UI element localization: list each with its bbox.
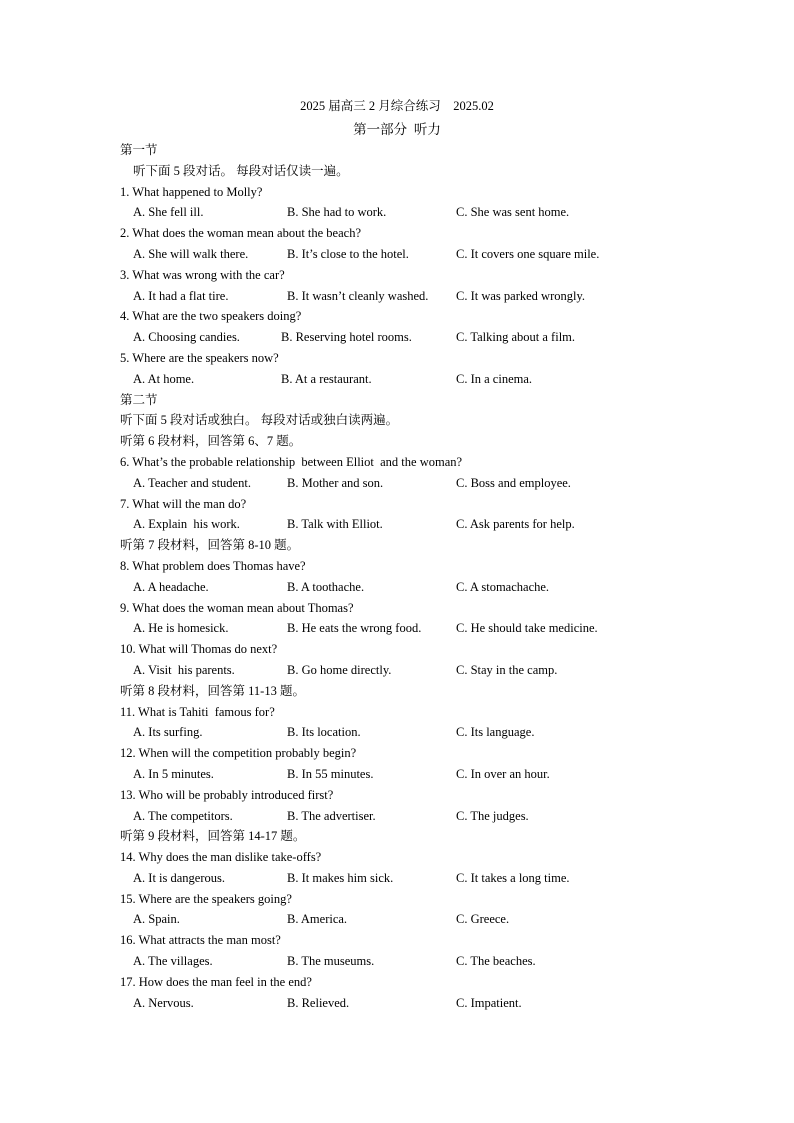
option-c: C. Stay in the camp. xyxy=(456,662,558,677)
section-instruction: 听下面 5 段对话。 每段对话仅读一遍。 xyxy=(133,163,349,178)
question-text: 13. Who will be probably introduced first? xyxy=(120,787,334,802)
option-b: B. She had to work. xyxy=(287,205,387,220)
answer-options xyxy=(120,473,680,494)
part-title: 第一部分 听力 xyxy=(353,122,441,137)
answer-options xyxy=(120,951,680,972)
option-b: B. Reserving hotel rooms. xyxy=(281,330,412,345)
option-b: B. Relieved. xyxy=(287,995,350,1010)
answer-options xyxy=(120,577,680,598)
option-c: C. Talking about a film. xyxy=(456,330,576,345)
question-text: 12. When will the competition probably begin? xyxy=(120,746,357,761)
group-intro: 听第 7 段材料，回答第 8-10 题。 xyxy=(120,538,300,553)
option-a: A. Nervous. xyxy=(133,995,194,1010)
option-c: C. Its language. xyxy=(456,725,535,740)
group-intro: 听第 6 段材料，回答第 6、7 题。 xyxy=(120,434,302,449)
option-b: B. America. xyxy=(287,912,348,927)
question-text: 15. Where are the speakers going? xyxy=(120,891,292,906)
option-a: A. In 5 minutes. xyxy=(133,766,214,781)
question-text: 10. What will Thomas do next? xyxy=(120,642,278,657)
section-instruction: 听下面 5 段对话或独白。 每段对话或独白读两遍。 xyxy=(120,413,399,428)
option-c: C. It covers one square mile. xyxy=(456,246,600,261)
option-b: B. At a restaurant. xyxy=(281,371,372,386)
option-c: C. Ask parents for help. xyxy=(456,517,575,532)
option-c: C. In over an hour. xyxy=(456,766,550,781)
question-text: 1. What happened to Molly? xyxy=(120,184,263,199)
answer-options xyxy=(120,993,680,1014)
option-a: A. Explain his work. xyxy=(133,517,240,532)
answer-options xyxy=(120,806,680,827)
option-a: A. She fell ill. xyxy=(133,205,204,220)
answer-options xyxy=(120,722,680,743)
option-a: A. Visit his parents. xyxy=(133,662,235,677)
answer-options xyxy=(120,327,680,348)
answer-options xyxy=(120,369,680,390)
question-text: 6. What’s the probable relationship between Elliot and the woman? xyxy=(120,454,463,469)
option-c: C. Boss and employee. xyxy=(456,475,571,490)
question-text: 16. What attracts the man most? xyxy=(120,933,281,948)
option-c: C. She was sent home. xyxy=(456,205,570,220)
option-b: B. It’s close to the hotel. xyxy=(287,246,409,261)
answer-options xyxy=(120,244,680,265)
listening-content xyxy=(120,140,680,1013)
option-a: A. Choosing candies. xyxy=(133,330,240,345)
question-text: 4. What are the two speakers doing? xyxy=(120,309,302,324)
question-text: 11. What is Tahiti famous for? xyxy=(120,704,275,719)
option-a: A. It is dangerous. xyxy=(133,870,225,885)
answer-options xyxy=(120,286,680,307)
option-a: A. Its surfing. xyxy=(133,725,203,740)
option-b: B. Mother and son. xyxy=(287,475,384,490)
option-c: C. Impatient. xyxy=(456,995,522,1010)
option-c: C. It takes a long time. xyxy=(456,870,570,885)
option-a: A. At home. xyxy=(133,371,195,386)
option-b: B. A toothache. xyxy=(287,579,365,594)
option-a: A. The villages. xyxy=(133,954,213,969)
option-b: B. Its location. xyxy=(287,725,361,740)
question-text: 8. What problem does Thomas have? xyxy=(120,558,306,573)
group-intro: 听第 8 段材料，回答第 11-13 题。 xyxy=(120,683,305,698)
group-intro: 听第 9 段材料，回答第 14-17 题。 xyxy=(120,829,306,844)
option-a: A. He is homesick. xyxy=(133,621,229,636)
exam-title: 2025 届高三 2 月综合练习 2025.02 xyxy=(300,99,494,113)
option-c: C. The judges. xyxy=(456,808,529,823)
option-a: A. Spain. xyxy=(133,912,180,927)
answer-options xyxy=(120,660,680,681)
option-c: C. A stomachache. xyxy=(456,579,550,594)
option-b: B. It wasn’t cleanly washed. xyxy=(287,288,429,303)
question-text: 3. What was wrong with the car? xyxy=(120,267,285,282)
answer-options xyxy=(120,514,680,535)
option-b: B. The advertiser. xyxy=(287,808,376,823)
question-text: 9. What does the woman mean about Thomas? xyxy=(120,600,354,615)
answer-options xyxy=(120,868,680,889)
option-c: C. He should take medicine. xyxy=(456,621,598,636)
section-heading: 第一节 xyxy=(120,143,158,157)
question-text: 14. Why does the man dislike take-offs? xyxy=(120,850,322,865)
option-a: A. Teacher and student. xyxy=(133,475,251,490)
option-a: A. She will walk there. xyxy=(133,246,249,261)
question-text: 17. How does the man feel in the end? xyxy=(120,974,312,989)
option-c: C. It was parked wrongly. xyxy=(456,288,586,303)
option-a: A. A headache. xyxy=(133,579,209,594)
option-b: B. Talk with Elliot. xyxy=(287,517,383,532)
question-text: 5. Where are the speakers now? xyxy=(120,350,279,365)
option-c: C. Greece. xyxy=(456,912,510,927)
answer-options xyxy=(120,764,680,785)
answer-options xyxy=(120,618,680,639)
answer-options xyxy=(120,202,680,223)
section-heading: 第二节 xyxy=(120,392,158,407)
option-a: A. The competitors. xyxy=(133,808,233,823)
option-b: B. The museums. xyxy=(287,954,375,969)
option-a: A. It had a flat tire. xyxy=(133,288,229,303)
answer-options xyxy=(120,909,680,930)
option-c: C. In a cinema. xyxy=(456,371,533,386)
option-b: B. Go home directly. xyxy=(287,662,392,677)
option-b: B. It makes him sick. xyxy=(287,870,394,885)
option-b: B. He eats the wrong food. xyxy=(287,621,422,636)
question-text: 7. What will the man do? xyxy=(120,496,247,511)
option-b: B. In 55 minutes. xyxy=(287,766,374,781)
option-c: C. The beaches. xyxy=(456,954,536,969)
question-text: 2. What does the woman mean about the beach? xyxy=(120,226,362,241)
